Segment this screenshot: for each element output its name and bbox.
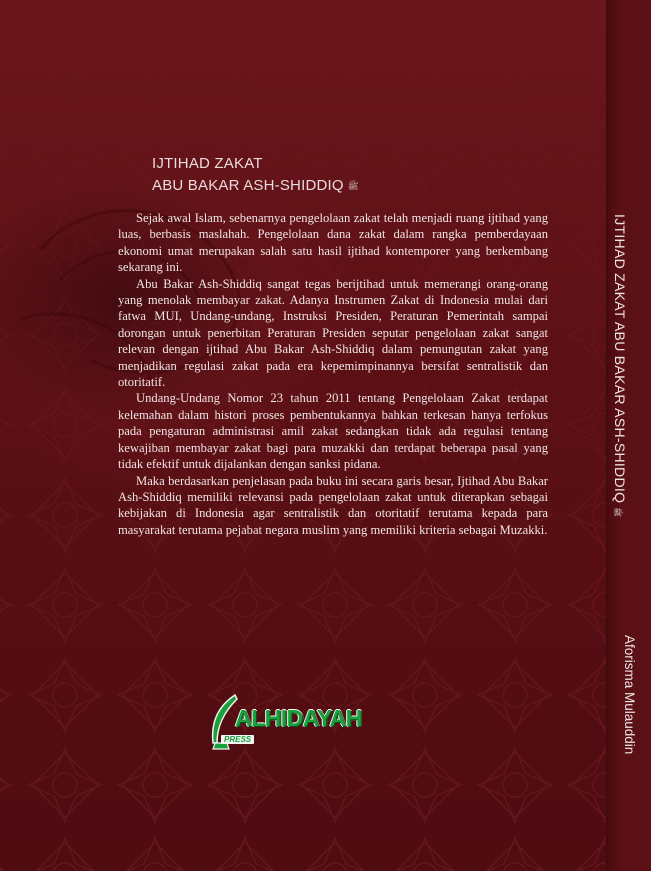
synopsis-paragraph: Abu Bakar Ash-Shiddiq sangat tegas berijtihad untuk memerangi orang-orang yang menolak membayar zakat. Adanya Instrumen Zakat di Indonesia mulai dari fatwa MUI, Undang-undang, Instruksi Presiden, Peraturan Pemerintah sampai dorongan untuk penerbitan Peraturan Presiden seputar pengelolaan zakat sangat relevan dengan ijtihad Abu Bakar Ash-Shiddiq dalam pemungutan zakat yang menjadikan regulasi zakat pada era kepemimpinannya bersifat sentralistik dan otoritatif. (118, 276, 548, 390)
publisher-logo (205, 693, 362, 753)
synopsis (118, 210, 548, 538)
synopsis-paragraph: Sejak awal Islam, sebenarnya pengelolaan zakat telah menjadi ruang ijtihad yang luas, berbasis maslahah. Pengelolaan dana zakat dalam rangka pemberdayaan ekonomi umat merupakan salah satu hasil ijtihad kontemporer yang berkembang sekarang ini. (118, 211, 548, 275)
synopsis-paragraph: Undang-Undang Nomor 23 tahun 2011 tentang Pengelolaan Zakat terdapat kelemahan dalam histori proses pembentukannya bahkan terkesan hanya terfokus pada pengaturan administrasi amil zakat sedangkan tidak ada regulasi tentang kewajiban membayar zakat bagi para muzakki dan terdapat beberapa pasal yang tidak efektif untuk dijalankan dengan sanksi pidana. (118, 391, 548, 472)
heading-line-2 (152, 175, 359, 197)
heading-line-2-text: ABU BAKAR ASH-SHIDDIQ (152, 177, 344, 194)
heading-line-1: IJTIHAD ZAKAT (152, 155, 263, 172)
spine-title (611, 214, 628, 517)
honorific-glyph: ﷺ (347, 181, 359, 192)
spine-title-text: IJTIHAD ZAKAT ABU BAKAR ASH-SHIDDIQ (612, 214, 628, 504)
spine-honorific-glyph: ﷺ (613, 507, 622, 517)
publisher-sub: PRESS (221, 735, 254, 744)
publisher-name: ALHIDAYAH (235, 705, 362, 731)
spine-author: Aforisma Mulauddin (622, 635, 637, 755)
back-cover-heading (152, 153, 359, 197)
synopsis-paragraph: Maka berdasarkan penjelasan pada buku ini secara garis besar, Ijtihad Abu Bakar Ash-Shiddiq memiliki relevansi pada pengelolaan zakat untuk diterapkan sebagai kebijakan di Indonesia agar sentralistik dan otoritatif terutama kepada para masyarakat terutama pejabat negara muslim yang memiliki kriteria sebagai Muzakki. (118, 473, 548, 537)
